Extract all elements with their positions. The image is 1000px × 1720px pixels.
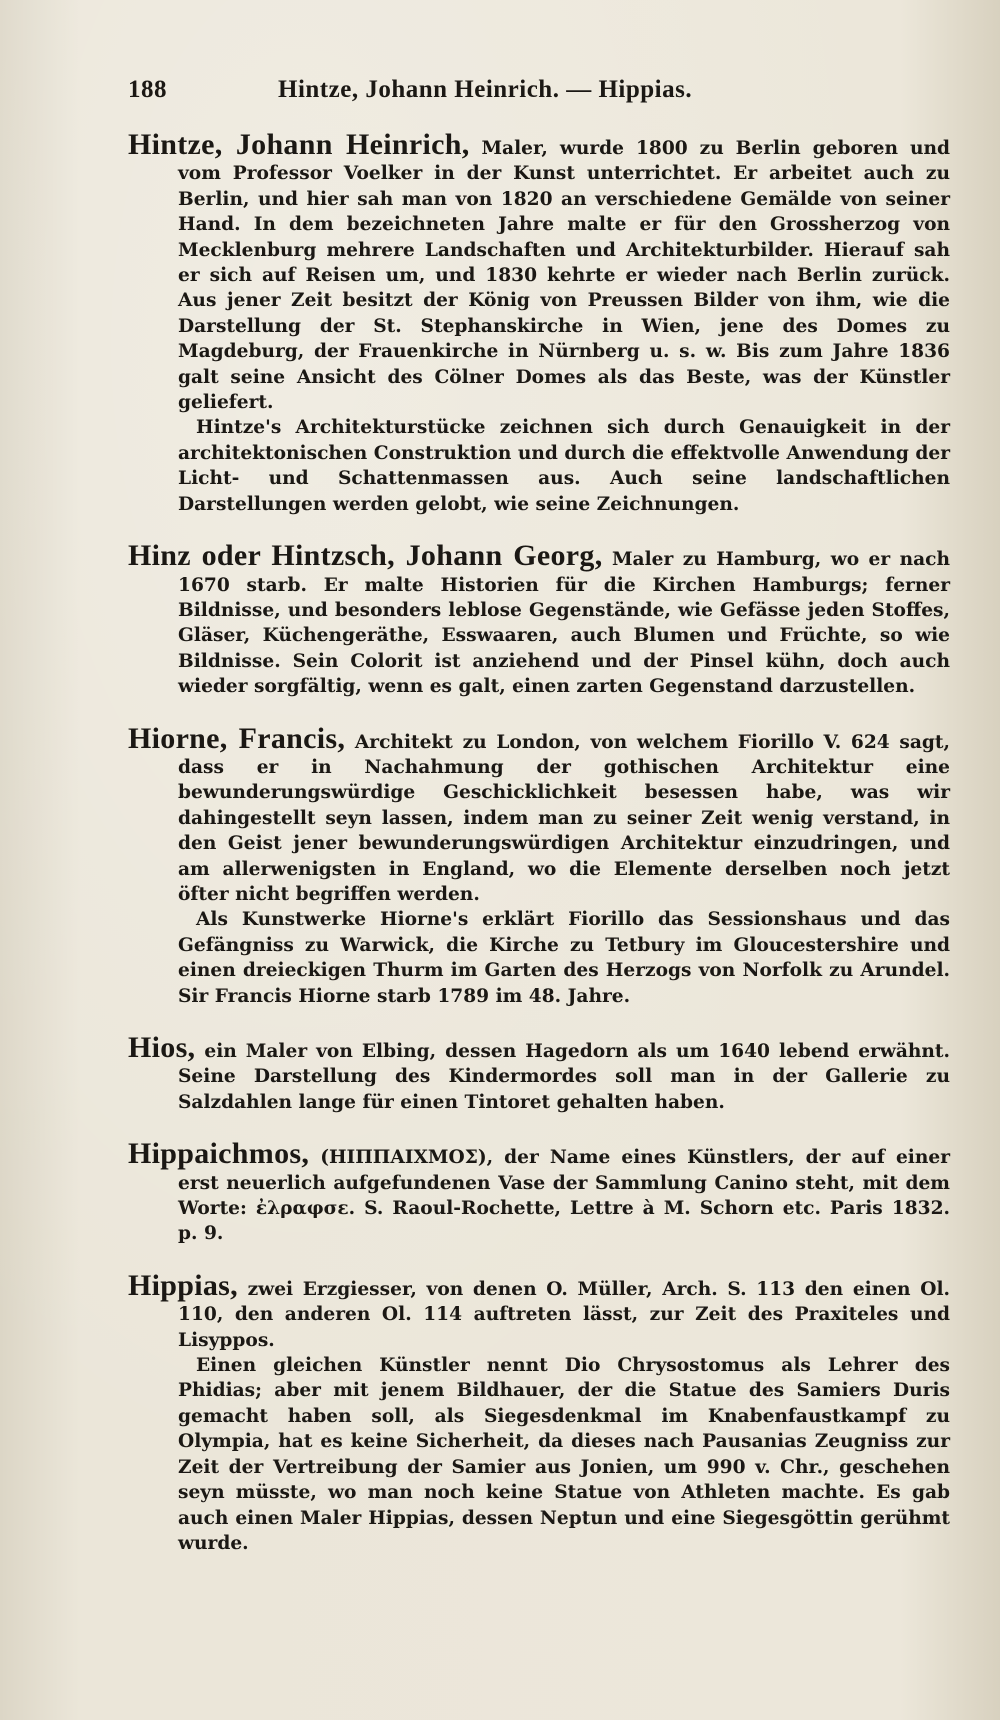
entry-hiorne <box>128 721 950 1009</box>
entry-hippias <box>128 1268 950 1556</box>
entry-paragraph <box>128 128 950 415</box>
entry-text: zwei Erzgiesser, von denen O. Müller, Arch. S. 113 den einen Ol. 110, den anderen Ol. 114 auftreten lässt, zur Zeit des Praxiteles und Lisyppos. <box>178 1278 950 1351</box>
entry-paragraph <box>128 1031 950 1115</box>
entry-name: Hippaichmos, <box>128 1137 310 1171</box>
entry-paragraph <box>128 539 950 699</box>
running-title: Hintze, Johann Heinrich. — Hippias. <box>278 76 693 103</box>
entry-name: Hios, <box>128 1031 196 1064</box>
entry-name: Hippias, <box>128 1268 238 1302</box>
entry-paragraph: Einen gleichen Künstler nennt Dio Chrysostomus als Lehrer des Phidias; aber mit jenem Bildhauer, der die Statue des Samiers Duris gemacht haben soll, als Siegesdenkmal im Knabenfaustkampf zu Olympia, hat es keine Sicherheit, da dieses nach Pausanias Zeugniss zur Zeit der Vertreibung der Samier aus Jonien, um 990 v. Chr., geschehen seyn müsste, wo man noch keine Statue von Athleten machte. Es gab auch einen Maler Hippias, dessen Neptun und eine Siegesgöttin gerühmt wurde. <box>178 1355 950 1554</box>
entry-paragraph <box>128 721 950 908</box>
entry-hippaichmos <box>128 1137 950 1247</box>
entry-hintze <box>128 128 950 517</box>
entry-paragraph <box>128 1137 950 1247</box>
entry-text: Maler zu Hamburg, wo er nach 1670 starb. Er malte Historien für die Kirchen Hamburgs; ferner Bildnisse, und besonders leblose Gegenstände, wie Gefässe jeden Stoffes, Gläser, Küchengeräthe, Esswaaren, auch Blumen und Früchte, so wie Bildnisse. Sein Colorit ist anziehend und der Pinsel kühn, doch auch wieder sorgfältig, wenn es galt, einen zarten Gegenstand darzustellen. <box>178 549 950 698</box>
entry-paragraph: Hintze's Architekturstücke zeichnen sich durch Genauigkeit in der architektonischen Construktion und durch die effektvolle Anwendung der Licht- und Schattenmassen aus. Auch seine landschaftlichen Darstellungen werden gelobt, wie seine Zeichnungen. <box>178 417 950 515</box>
entry-name: Hiorne, Francis, <box>128 721 346 755</box>
entry-paragraph: Als Kunstwerke Hiorne's erklärt Fiorillo das Sessionshaus und das Gefängniss zu Warwick, die Kirche zu Tetbury im Gloucestershire und einen dreieckigen Thurm im Garten des Herzogs von Norfolk zu Arundel. Sir Francis Hiorne starb 1789 im 48. Jahre. <box>178 909 950 1007</box>
entry-name: Hintze, Johann Heinrich, <box>128 128 470 161</box>
entry-text: Architekt zu London, von welchem Fiorillo V. 624 sagt, dass er in Nachahmung der gothischen Architektur eine bewunderungswürdige Geschicklichkeit besessen habe, was wir dahingestellt seyn lassen, indem man zu seiner Zeit wenig verstand, in den Geist jener bewunderungswürdigen Architektur einzudringen, und am allerwenigsten in England, wo die Elemente derselben noch jetzt öfter nicht begriffen werden. <box>178 731 950 905</box>
page-number: 188 <box>128 76 167 103</box>
entry-hios <box>128 1031 950 1115</box>
entry-paragraph <box>128 1268 950 1353</box>
entry-name: Hinz oder Hintzsch, Johann Georg, <box>128 539 603 573</box>
entry-text: Maler, wurde 1800 zu Berlin geboren und vom Professor Voelker in der Kunst unterrichtet. Er arbeitet auch zu Berlin, und hier sah man von 1820 an verschiedene Gemälde von seiner Hand. In dem bezeichneten Jahre malte er für den Grossherzog von Mecklenburg mehrere Landschaften und Architekturbilder. Hierauf sah er sich auf Reisen um, und 1830 kehrte er wieder nach Berlin zurück. Aus jener Zeit besitzt der König von Preussen Bilder von ihm, wie die Darstellung der St. Stephanskirche in Wien, jene des Domes zu Magdeburg, der Frauenkirche in Nürnberg u. s. w. Bis zum Jahre 1836 galt seine Ansicht des Cölner Domes als das Beste, was der Künstler geliefert. <box>178 138 950 414</box>
entry-hinz <box>128 539 950 699</box>
entry-text: ein Maler von Elbing, dessen Hagedorn als um 1640 lebend erwähnt. Seine Darstellung des Kindermordes soll man in der Gallerie zu Salzdahlen lange für einen Tintoret gehalten haben. <box>178 1041 950 1113</box>
entry-text: (ΗΙΠΠΑΙΧΜΟΣ), der Name eines Künstlers, der auf einer erst neuerlich aufgefundenen Vase der Sammlung Canino steht, mit dem Worte: ἐλραφσε. S. Raoul-Rochette, Lettre à M. Schorn etc. Paris 1832. p. 9. <box>178 1147 950 1245</box>
entries <box>128 128 950 1582</box>
running-head <box>128 76 828 104</box>
